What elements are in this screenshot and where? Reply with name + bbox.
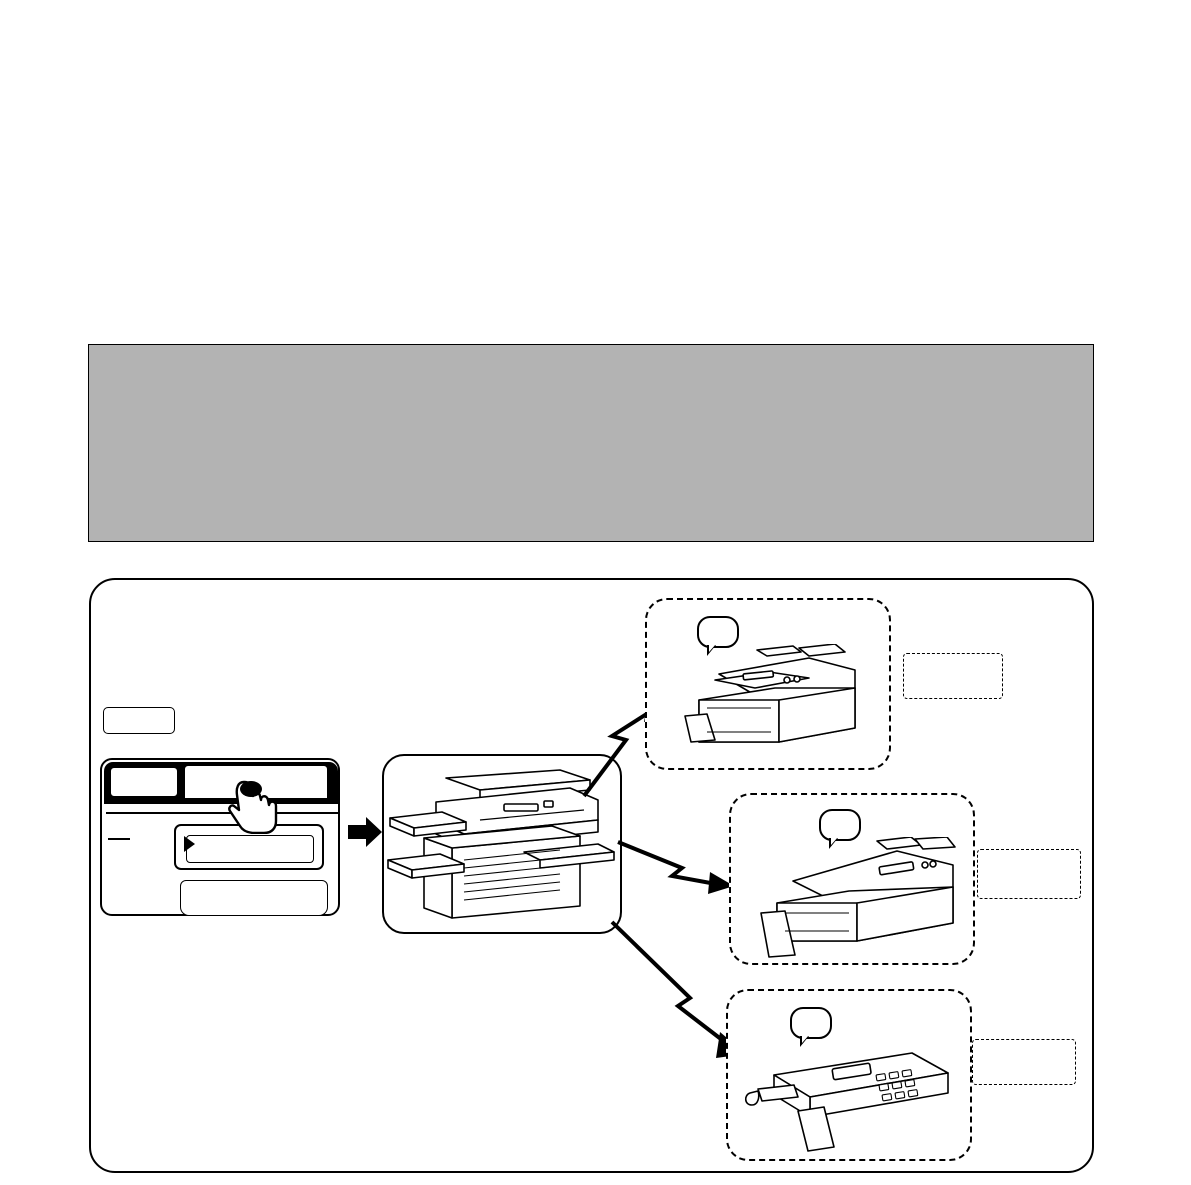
panel-selection-inner <box>186 835 314 863</box>
destination-fax-2 <box>729 793 975 965</box>
transmission-line-2 <box>616 840 746 902</box>
operation-panel[interactable] <box>100 758 340 916</box>
destination-caption-1 <box>903 653 1003 699</box>
destination-caption-2 <box>977 849 1081 899</box>
panel-tab-left[interactable] <box>110 767 178 797</box>
selection-arrow-icon <box>184 836 195 852</box>
destination-fax-1 <box>645 598 891 770</box>
hand-pointer-icon <box>228 778 280 834</box>
panel-bottom-box[interactable] <box>180 880 328 916</box>
flow-arrow-icon <box>348 816 382 848</box>
destination-fax-3 <box>726 989 972 1161</box>
panel-left-tick <box>108 838 130 840</box>
destination-caption-3 <box>972 1039 1076 1085</box>
panel-divider <box>106 812 338 814</box>
gray-note-banner <box>88 344 1094 542</box>
step-number-tab <box>103 707 175 734</box>
